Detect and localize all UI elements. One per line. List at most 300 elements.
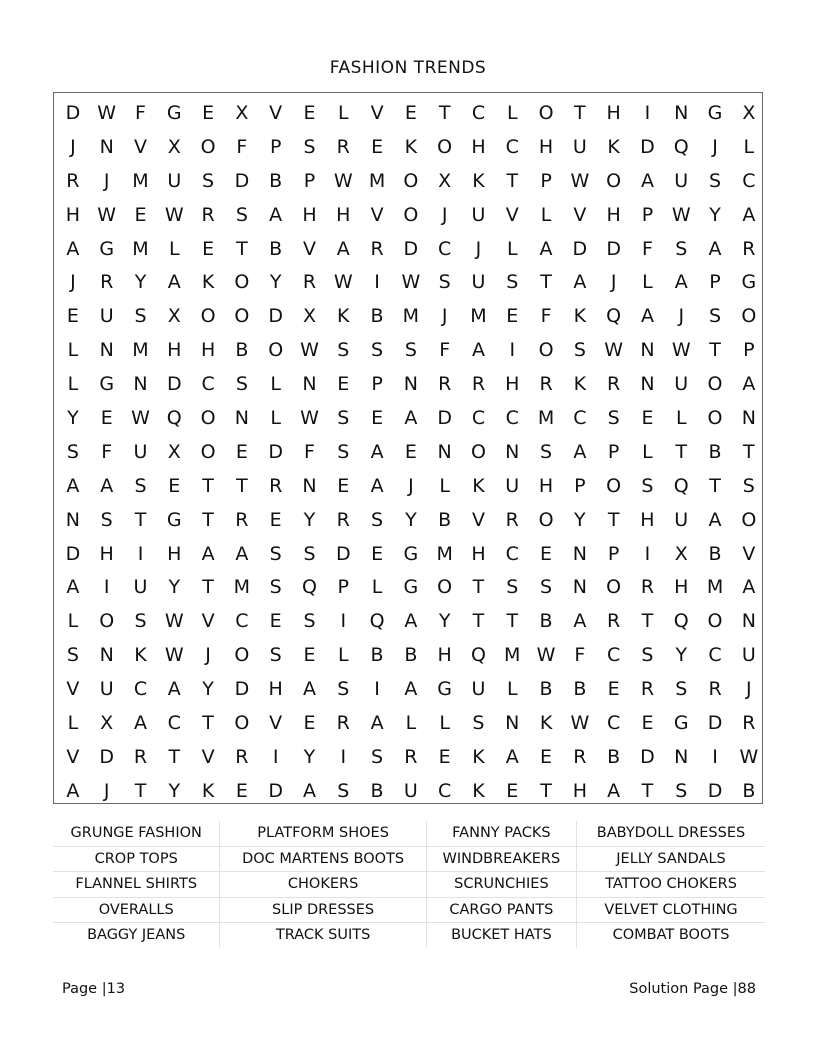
grid-letter: S [235, 373, 248, 396]
grid-letter: D [268, 440, 283, 463]
grid-letter: T [540, 779, 552, 802]
grid-letter: H [268, 678, 283, 701]
grid-letter: W [401, 271, 421, 294]
grid-letter: W [671, 339, 691, 362]
grid-letter: W [333, 271, 353, 294]
grid-letter: Y [574, 508, 586, 531]
grid-letter: A [235, 542, 249, 565]
grid-letter: A [505, 745, 519, 768]
grid-letter: O [99, 610, 115, 633]
grid-letter: L [540, 203, 552, 226]
grid-letter: S [134, 305, 147, 328]
grid-letter: L [439, 474, 450, 497]
grid-letter: T [641, 779, 654, 802]
grid-letter: R [607, 610, 621, 633]
grid-letter: F [540, 305, 552, 328]
word-list-item: WINDBREAKERS [426, 846, 576, 872]
grid-letter: P [371, 373, 383, 396]
grid-letter: R [404, 745, 418, 768]
word-search-grid [53, 92, 763, 804]
grid-letter: A [66, 237, 80, 260]
grid-letter: W [300, 406, 319, 429]
grid-letter: T [709, 474, 721, 497]
grid-letter: B [607, 745, 621, 768]
grid-letter: E [235, 779, 248, 802]
grid-letter: Q [673, 135, 689, 158]
grid-letter: P [743, 339, 755, 362]
grid-letter: C [505, 135, 519, 158]
grid-letter: S [742, 474, 755, 497]
grid-letter: C [505, 406, 519, 429]
grid-row [54, 232, 762, 266]
grid-letter: G [403, 576, 419, 599]
grid-letter: R [269, 474, 283, 497]
grid-letter: S [303, 610, 316, 633]
grid-letter: I [272, 745, 279, 768]
grid-letter: S [404, 339, 417, 362]
grid-letter: Y [709, 203, 721, 226]
grid-letter: O [403, 203, 419, 226]
grid-letter: L [642, 271, 653, 294]
grid-letter: X [167, 135, 181, 158]
grid-letter: Q [673, 610, 689, 633]
grid-letter: O [200, 406, 216, 429]
grid-letter: R [370, 237, 384, 260]
grid-letter: W [164, 610, 184, 633]
grid-letter: B [573, 678, 587, 701]
grid-letter: I [340, 610, 347, 633]
grid-letter: L [675, 406, 687, 429]
grid-letter: O [470, 440, 486, 463]
word-list-row [53, 872, 765, 898]
grid-letter: E [506, 779, 519, 802]
grid-letter: R [607, 373, 621, 396]
grid-letter: H [471, 542, 486, 565]
grid-letter: Y [269, 271, 282, 294]
grid-letter: L [67, 339, 79, 362]
grid-letter: O [538, 508, 554, 531]
grid-row [54, 672, 762, 706]
grid-letter: X [167, 440, 181, 463]
grid-letter: T [438, 101, 451, 124]
grid-letter: L [439, 711, 450, 734]
grid-letter: D [268, 305, 283, 328]
word-list-item: PLATFORM SHOES [220, 821, 426, 846]
grid-letter: H [606, 203, 621, 226]
grid-letter: J [746, 678, 752, 701]
grid-letter: V [370, 203, 384, 226]
grid-letter: M [470, 305, 487, 328]
grid-letter: B [539, 610, 553, 633]
grid-letter: V [269, 711, 283, 734]
word-list-item: BABYDOLL DRESSES [577, 821, 766, 846]
grid-letter: A [573, 610, 587, 633]
grid-letter: A [336, 237, 350, 260]
grid-letter: M [368, 169, 386, 192]
grid-letter: X [302, 305, 316, 328]
grid-letter: U [471, 678, 486, 701]
grid-row [54, 367, 762, 401]
grid-letter: E [371, 135, 384, 158]
grid-letter: O [606, 576, 622, 599]
grid-letter: A [302, 779, 316, 802]
grid-letter: G [166, 101, 182, 124]
grid-letter: H [538, 135, 554, 158]
grid-letter: F [135, 101, 146, 124]
grid-letter: N [302, 373, 317, 396]
grid-letter: R [133, 745, 148, 768]
grid-letter: J [205, 644, 211, 667]
grid-letter: O [234, 711, 250, 734]
grid-letter: Y [168, 576, 181, 599]
grid-letter: S [202, 169, 215, 192]
grid-letter: J [103, 779, 110, 802]
grid-letter: S [641, 474, 654, 497]
grid-letter: E [371, 406, 384, 429]
grid-letter: J [70, 135, 76, 158]
grid-letter: I [103, 576, 110, 599]
grid-letter: U [471, 203, 486, 226]
grid-letter: N [505, 440, 520, 463]
grid-letter: H [538, 474, 554, 497]
grid-letter: P [641, 203, 654, 226]
grid-letter: V [66, 678, 80, 701]
grid-letter: I [509, 339, 516, 362]
grid-row [54, 96, 762, 130]
grid-letter: E [404, 101, 417, 124]
grid-letter: O [437, 576, 453, 599]
grid-letter: U [167, 169, 182, 192]
grid-letter: A [133, 711, 147, 734]
word-list-item: BUCKET HATS [426, 923, 576, 948]
grid-letter: N [505, 711, 520, 734]
grid-letter: S [269, 644, 282, 667]
grid-letter: J [610, 271, 617, 294]
grid-letter: V [370, 101, 384, 124]
grid-letter: E [337, 373, 350, 396]
grid-letter: C [201, 373, 215, 396]
grid-letter: S [134, 610, 147, 633]
grid-letter: S [607, 406, 620, 429]
grid-letter: C [471, 101, 486, 124]
grid-letter: A [167, 271, 181, 294]
grid-letter: S [66, 644, 79, 667]
grid-letter: O [234, 271, 250, 294]
grid-letter: E [235, 440, 248, 463]
grid-letter: H [167, 542, 182, 565]
grid-letter: N [99, 339, 114, 362]
grid-letter: T [506, 169, 519, 192]
grid-letter: S [337, 678, 350, 701]
word-list-item: COMBAT BOOTS [612, 927, 730, 944]
grid-letter: T [472, 576, 485, 599]
grid-row [54, 265, 762, 299]
grid-letter: A [370, 440, 384, 463]
grid-letter: N [640, 339, 655, 362]
grid-letter: W [131, 406, 150, 429]
grid-letter: J [441, 203, 448, 226]
grid-letter: I [374, 678, 380, 701]
grid-letter: S [540, 576, 553, 599]
grid-letter: I [712, 745, 718, 768]
grid-letter: E [303, 101, 316, 124]
grid-letter: U [674, 169, 689, 192]
grid-letter: E [134, 203, 147, 226]
grid-letter: W [739, 745, 759, 768]
grid-letter: P [337, 576, 349, 599]
grid-letter: L [405, 711, 417, 734]
grid-letter: R [336, 508, 350, 531]
grid-letter: S [371, 339, 384, 362]
grid-letter: C [607, 644, 621, 667]
grid-letter: L [168, 237, 180, 260]
grid-letter: H [437, 644, 452, 667]
grid-letter: I [340, 745, 347, 768]
grid-letter: L [371, 576, 383, 599]
grid-letter: H [640, 508, 655, 531]
grid-letter: R [708, 678, 722, 701]
grid-letter: S [438, 271, 451, 294]
grid-letter: L [67, 610, 79, 633]
grid-letter: G [99, 373, 115, 396]
grid-letter: C [471, 406, 486, 429]
grid-letter: O [707, 373, 723, 396]
grid-letter: D [268, 779, 283, 802]
grid-letter: H [505, 373, 520, 396]
grid-letter: D [65, 101, 81, 124]
word-list-item: DOC MARTENS BOOTS [220, 846, 426, 872]
grid-row [54, 130, 762, 164]
grid-letter: L [506, 101, 518, 124]
grid-letter: C [708, 644, 722, 667]
word-list-item: SLIP DRESSES [220, 897, 426, 923]
grid-letter: D [234, 169, 250, 192]
grid-letter: G [403, 542, 419, 565]
grid-row [54, 604, 762, 638]
grid-letter: R [573, 745, 587, 768]
grid-letter: P [303, 169, 316, 192]
grid-letter: C [438, 779, 452, 802]
grid-letter: H [674, 576, 689, 599]
grid-letter: H [200, 339, 216, 362]
grid-letter: B [708, 542, 722, 565]
grid-letter: J [441, 305, 448, 328]
grid-letter: A [404, 678, 418, 701]
grid-letter: A [640, 305, 654, 328]
word-list [53, 821, 765, 948]
grid-letter: E [168, 474, 181, 497]
grid-row [54, 570, 762, 604]
grid-letter: S [337, 440, 350, 463]
grid-letter: Q [369, 610, 385, 633]
grid-letter: L [506, 678, 518, 701]
grid-letter: W [300, 339, 319, 362]
grid-letter: U [403, 779, 418, 802]
grid-row [54, 401, 762, 435]
grid-letter: B [235, 339, 249, 362]
grid-letter: D [99, 745, 115, 768]
grid-letter: E [607, 678, 620, 701]
grid-letter: D [65, 542, 81, 565]
grid-letter: A [742, 373, 756, 396]
grid-letter: A [708, 508, 722, 531]
grid-letter: S [709, 305, 722, 328]
grid-letter: R [742, 711, 756, 734]
grid-letter: N [234, 406, 249, 429]
grid-letter: T [168, 745, 181, 768]
grid-letter: B [370, 644, 384, 667]
grid-letter: E [371, 542, 384, 565]
grid-letter: B [539, 678, 553, 701]
grid-letter: T [709, 339, 721, 362]
grid-letter: E [66, 305, 79, 328]
grid-letter: U [471, 271, 486, 294]
grid-letter: C [438, 237, 452, 260]
grid-letter: H [65, 203, 81, 226]
grid-letter: H [572, 779, 587, 802]
grid-letter: E [337, 474, 350, 497]
grid-letter: Q [673, 474, 689, 497]
grid-letter: J [408, 474, 414, 497]
grid-letter: E [269, 508, 282, 531]
grid-letter: N [99, 644, 114, 667]
word-list-item: CHOKERS [220, 872, 426, 898]
grid-letter: V [269, 101, 283, 124]
grid-letter: S [269, 542, 282, 565]
grid-letter: E [540, 745, 553, 768]
grid-letter: N [572, 576, 587, 599]
grid-letter: W [570, 711, 590, 734]
grid-letter: K [201, 779, 215, 802]
grid-row [54, 740, 762, 774]
grid-letter: S [303, 135, 316, 158]
grid-letter: G [99, 237, 115, 260]
grid-letter: Y [405, 508, 417, 531]
grid-letter: J [70, 271, 76, 294]
grid-letter: W [97, 203, 117, 226]
grid-letter: R [336, 711, 350, 734]
grid-letter: U [133, 576, 148, 599]
grid-letter: R [471, 373, 486, 396]
grid-letter: R [235, 745, 249, 768]
grid-letter: R [505, 508, 519, 531]
word-list-item: FANNY PACKS [426, 821, 576, 846]
grid-letter: R [640, 576, 655, 599]
grid-letter: E [540, 542, 553, 565]
grid-letter: S [506, 271, 519, 294]
grid-letter: E [202, 237, 215, 260]
grid-letter: S [371, 745, 384, 768]
grid-letter: J [678, 305, 685, 328]
grid-letter: S [675, 779, 688, 802]
grid-letter: H [167, 339, 182, 362]
grid-letter: T [134, 508, 147, 531]
grid-letter: O [606, 169, 622, 192]
grid-letter: K [539, 711, 553, 734]
word-list-item: CARGO PANTS [426, 897, 576, 923]
grid-row [54, 706, 762, 740]
grid-letter: H [302, 203, 317, 226]
grid-letter: L [270, 406, 281, 429]
grid-letter: N [65, 508, 80, 531]
grid-letter: A [201, 542, 215, 565]
word-list-item: GRUNGE FASHION [53, 821, 220, 846]
grid-letter: M [132, 169, 149, 192]
grid-letter: T [202, 711, 214, 734]
grid-letter: Q [166, 406, 182, 429]
grid-letter: L [642, 440, 653, 463]
grid-letter: E [641, 711, 654, 734]
grid-letter: L [67, 373, 79, 396]
grid-letter: D [707, 711, 723, 734]
grid-letter: E [303, 711, 316, 734]
grid-letter: I [644, 101, 651, 124]
grid-letter: F [641, 237, 653, 260]
grid-letter: D [437, 406, 452, 429]
grid-letter: V [742, 542, 756, 565]
grid-row [54, 164, 762, 198]
grid-letter: T [202, 508, 214, 531]
grid-letter: T [202, 576, 214, 599]
grid-letter: L [337, 644, 349, 667]
grid-letter: O [538, 101, 554, 124]
grid-letter: A [539, 237, 553, 260]
grid-letter: D [606, 237, 621, 260]
grid-letter: A [100, 474, 114, 497]
grid-letter: K [472, 474, 485, 497]
grid-letter: S [540, 440, 553, 463]
grid-letter: C [235, 610, 249, 633]
grid-letter: S [371, 508, 384, 531]
grid-letter: H [99, 542, 114, 565]
grid-letter: K [134, 644, 147, 667]
grid-letter: K [201, 271, 215, 294]
grid-letter: E [202, 101, 215, 124]
grid-letter: A [573, 271, 587, 294]
grid-letter: S [303, 542, 316, 565]
grid-letter: A [674, 271, 688, 294]
grid-letter: S [66, 440, 79, 463]
grid-letter: V [573, 203, 587, 226]
grid-letter: A [404, 406, 418, 429]
grid-letter: U [505, 474, 520, 497]
grid-letter: Y [67, 406, 79, 429]
grid-letter: P [540, 169, 552, 192]
grid-letter: B [370, 779, 384, 802]
grid-letter: K [472, 779, 485, 802]
grid-letter: N [437, 440, 452, 463]
grid-letter: W [164, 644, 184, 667]
grid-row [54, 503, 762, 537]
grid-letter: A [742, 576, 756, 599]
grid-letter: I [374, 271, 380, 294]
grid-letter: C [505, 542, 519, 565]
word-list-item: JELLY SANDALS [577, 846, 766, 872]
grid-letter: W [164, 203, 184, 226]
grid-letter: L [743, 135, 755, 158]
grid-letter: W [671, 203, 691, 226]
page-title: FASHION TRENDS [329, 58, 487, 78]
grid-letter: R [742, 237, 756, 260]
grid-letter: V [505, 203, 519, 226]
grid-letter: K [573, 373, 587, 396]
grid-letter: S [675, 237, 688, 260]
grid-letter: X [167, 305, 181, 328]
grid-letter: A [742, 203, 756, 226]
grid-letter: B [708, 440, 722, 463]
grid-letter: A [370, 474, 384, 497]
grid-letter: X [100, 711, 114, 734]
